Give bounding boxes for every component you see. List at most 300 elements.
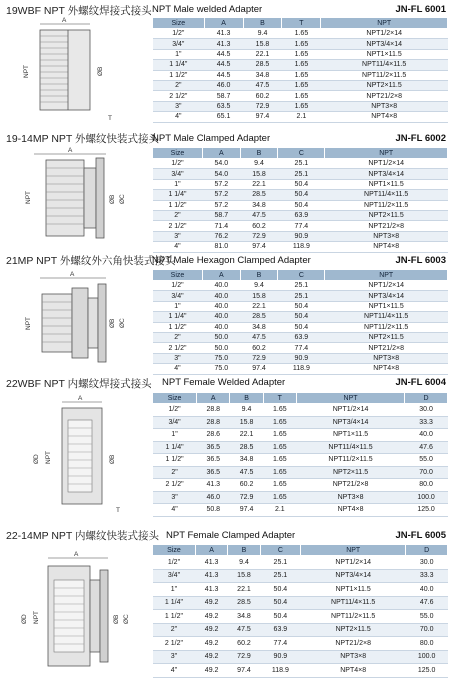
dim-label-t: T — [108, 115, 112, 122]
table-cell: 100.0 — [405, 491, 448, 504]
table-cell: 1.65 — [263, 404, 296, 417]
table-cell: NPT2×11.5 — [325, 332, 448, 342]
table-cell: 50.8 — [197, 504, 230, 517]
table-cell: 50.4 — [278, 301, 325, 311]
table-cell: NPT1×11.5 — [325, 301, 448, 311]
table-cell: 1 1/4" — [153, 190, 203, 200]
table-cell: NPT11/4×11.5 — [325, 190, 448, 200]
table-cell: 75.0 — [202, 364, 240, 374]
table-cell: 22.1 — [243, 49, 282, 59]
table-cell: NPT1/2×14 — [296, 404, 404, 417]
section-title-cn: 22WBF NPT 内螺纹焊接式接头 — [6, 378, 152, 390]
table-cell: 28.8 — [197, 416, 230, 429]
table-cell: 41.3 — [204, 29, 243, 39]
section-code: JN-FL 6001 — [395, 4, 446, 15]
column-header: C — [278, 148, 325, 159]
table-row — [153, 39, 448, 49]
dim-label-d: ØD — [33, 454, 40, 464]
table-cell: 77.4 — [260, 637, 300, 651]
table-cell: 28.5 — [240, 312, 278, 322]
table-cell: 60.2 — [228, 637, 260, 651]
table-cell: 1" — [153, 301, 203, 311]
table-cell: 60.2 — [230, 479, 263, 492]
table-row — [153, 466, 448, 479]
table-cell: 80.0 — [406, 637, 448, 651]
table-cell: 71.4 — [202, 221, 240, 231]
section-code: JN-FL 6002 — [395, 133, 446, 144]
dim-label-b: ØB — [109, 454, 116, 464]
table-cell: NPT1×11.5 — [296, 429, 404, 442]
section-code: JN-FL 6005 — [395, 530, 446, 541]
section-title-en: NPT Male Hexagon Clamped Adapter — [152, 255, 311, 266]
section-title-en: NPT Male welded Adapter — [152, 4, 263, 15]
table-cell: 65.1 — [204, 112, 243, 122]
table-cell: 57.2 — [202, 200, 240, 210]
table-cell: 15.8 — [243, 39, 282, 49]
table-cell: 3" — [153, 101, 205, 111]
table-cell: 90.9 — [278, 353, 325, 363]
table-cell: 41.3 — [195, 556, 227, 570]
table-cell: 22.1 — [230, 429, 263, 442]
table-cell: 1 1/2" — [153, 454, 197, 467]
table-cell: 1/2" — [153, 29, 205, 39]
table-cell: 50.4 — [278, 190, 325, 200]
section-male-hex-clamped — [0, 250, 456, 375]
table-cell: 72.9 — [243, 101, 282, 111]
table-cell: 1 1/4" — [153, 441, 197, 454]
table-cell: NPT3/4×14 — [301, 569, 406, 583]
dim-label-b: ØB — [109, 194, 116, 204]
table-cell: 54.0 — [202, 169, 240, 179]
table-row — [153, 70, 448, 80]
table-cell: 44.5 — [204, 49, 243, 59]
table-cell: NPT1×11.5 — [301, 583, 406, 597]
dim-label-b: ØB — [97, 66, 104, 76]
table-row — [153, 353, 448, 363]
table-cell: 28.5 — [228, 596, 260, 610]
table-row — [153, 200, 448, 210]
table-cell: 36.5 — [197, 454, 230, 467]
table-cell: 54.0 — [202, 159, 240, 169]
table-row — [153, 596, 448, 610]
table-cell: 1 1/2" — [153, 322, 203, 332]
column-header: B — [230, 393, 263, 404]
table-row — [153, 301, 448, 311]
table-cell: 15.8 — [240, 291, 278, 301]
table-cell: NPT3×8 — [321, 101, 448, 111]
table-cell: NPT1/2×14 — [325, 281, 448, 291]
spec-table-6005 — [152, 544, 448, 678]
table-cell: 97.4 — [228, 664, 260, 678]
table-cell: 50.4 — [278, 200, 325, 210]
table-cell: 34.8 — [243, 70, 282, 80]
table-cell: NPT11/4×11.5 — [301, 596, 406, 610]
section-code: JN-FL 6003 — [395, 255, 446, 266]
table-cell: 1.65 — [282, 101, 321, 111]
col-npt: NPT — [321, 18, 448, 29]
table-cell: 4" — [153, 112, 205, 122]
table-cell: 1" — [153, 429, 197, 442]
table-cell: NPT4×8 — [296, 504, 404, 517]
table-cell: 2" — [153, 623, 196, 637]
table-cell: NPT21/2×8 — [296, 479, 404, 492]
table-cell: 77.4 — [278, 343, 325, 353]
table-cell: 77.4 — [278, 221, 325, 231]
table-cell: NPT1/2×14 — [321, 29, 448, 39]
spec-table-6002 — [152, 147, 448, 253]
table-cell: 2 1/2" — [153, 637, 196, 651]
table-cell: 72.9 — [228, 650, 260, 664]
table-cell: 1/2" — [153, 556, 196, 570]
table-cell: 3" — [153, 231, 203, 241]
column-header: NPT — [325, 148, 448, 159]
drawing-female-welded — [6, 394, 146, 518]
spec-table-6001 — [152, 17, 448, 123]
column-header: Size — [153, 270, 203, 281]
table-cell: 34.8 — [230, 454, 263, 467]
table-cell: 2 1/2" — [153, 343, 203, 353]
column-header: Size — [153, 545, 196, 556]
table-cell: 55.0 — [406, 610, 448, 624]
table-cell: 9.4 — [228, 556, 260, 570]
table-cell: 72.9 — [230, 491, 263, 504]
table-cell: 25.1 — [278, 159, 325, 169]
table-cell: 57.2 — [202, 190, 240, 200]
table-cell: 63.9 — [278, 332, 325, 342]
table-row — [153, 29, 448, 39]
table-cell: NPT1×11.5 — [321, 49, 448, 59]
table-cell: NPT3×8 — [325, 231, 448, 241]
table-cell: 97.4 — [240, 242, 278, 252]
table-cell: 36.5 — [197, 441, 230, 454]
table-cell: NPT2×11.5 — [321, 80, 448, 90]
table-row — [153, 60, 448, 70]
column-header: D — [406, 545, 448, 556]
table-cell: 2 1/2" — [153, 221, 203, 231]
column-header: A — [202, 148, 240, 159]
section-title-cn: 21MP NPT 外螺纹外六角快装式接头 — [6, 255, 176, 267]
column-header: C — [260, 545, 300, 556]
table-cell: 15.8 — [228, 569, 260, 583]
dim-label-t: T — [116, 507, 120, 514]
table-cell: 72.9 — [240, 353, 278, 363]
table-cell: 90.9 — [260, 650, 300, 664]
table-row — [153, 179, 448, 189]
table-cell: 1.65 — [263, 491, 296, 504]
section-male-clamped — [0, 128, 456, 253]
table-cell: 1" — [153, 49, 205, 59]
column-header: Size — [153, 148, 203, 159]
table-row — [153, 491, 448, 504]
table-row — [153, 637, 448, 651]
table-cell: 1.65 — [263, 479, 296, 492]
table-row — [153, 504, 448, 517]
table-cell: 33.3 — [405, 416, 448, 429]
table-row — [153, 231, 448, 241]
column-header: B — [240, 270, 278, 281]
table-cell: 4" — [153, 504, 197, 517]
table-cell: 1 1/4" — [153, 60, 205, 70]
table-row — [153, 159, 448, 169]
table-cell: 25.1 — [278, 291, 325, 301]
col-a: A — [204, 18, 243, 29]
table-cell: 55.0 — [405, 454, 448, 467]
table-row — [153, 80, 448, 90]
table-cell: 1.65 — [263, 429, 296, 442]
table-cell: 70.0 — [405, 466, 448, 479]
table-cell: 2 1/2" — [153, 479, 197, 492]
table-cell: 60.2 — [240, 221, 278, 231]
table-cell: 50.4 — [278, 322, 325, 332]
table-row — [153, 664, 448, 678]
dim-label-c: ØC — [119, 318, 126, 328]
table-cell: 34.8 — [228, 610, 260, 624]
table-cell: NPT11/4×11.5 — [296, 441, 404, 454]
table-cell: 47.6 — [405, 441, 448, 454]
table-cell: 97.4 — [240, 364, 278, 374]
table-cell: 33.3 — [406, 569, 448, 583]
table-cell: 1.65 — [263, 466, 296, 479]
table-cell: 49.2 — [195, 650, 227, 664]
table-cell: 1.65 — [263, 416, 296, 429]
table-cell: NPT21/2×8 — [325, 221, 448, 231]
table-cell: 40.0 — [202, 312, 240, 322]
table-cell: 50.4 — [278, 312, 325, 322]
table-cell: 1.65 — [282, 91, 321, 101]
table-cell: 49.2 — [195, 596, 227, 610]
table-cell: 47.6 — [406, 596, 448, 610]
table-cell: 50.0 — [202, 343, 240, 353]
table-cell: 25.1 — [278, 281, 325, 291]
table-cell: 3" — [153, 650, 196, 664]
table-cell: 22.1 — [240, 301, 278, 311]
table-cell: 50.4 — [260, 583, 300, 597]
table-row — [153, 416, 448, 429]
table-cell: 41.3 — [195, 569, 227, 583]
table-cell: 34.8 — [240, 200, 278, 210]
table-cell: 44.5 — [204, 70, 243, 80]
table-cell: 9.4 — [243, 29, 282, 39]
table-cell: NPT3/4×14 — [325, 169, 448, 179]
table-row — [153, 441, 448, 454]
table-row — [153, 49, 448, 59]
table-cell: NPT3×8 — [296, 491, 404, 504]
table-cell: NPT11/2×11.5 — [301, 610, 406, 624]
table-cell: 125.0 — [405, 504, 448, 517]
table-cell: 40.0 — [405, 429, 448, 442]
table-row — [153, 112, 448, 122]
table-cell: 28.5 — [243, 60, 282, 70]
table-cell: 28.5 — [240, 190, 278, 200]
table-cell: 1/2" — [153, 404, 197, 417]
table-row — [153, 479, 448, 492]
table-cell: NPT21/2×8 — [301, 637, 406, 651]
column-header: C — [278, 270, 325, 281]
section-title-en: NPT Female Welded Adapter — [162, 377, 286, 388]
table-cell: 70.0 — [406, 623, 448, 637]
table-cell: 50.0 — [202, 332, 240, 342]
table-cell: 3/4" — [153, 39, 205, 49]
table-cell: 47.5 — [240, 332, 278, 342]
table-cell: 30.0 — [405, 404, 448, 417]
table-cell: 3" — [153, 491, 197, 504]
drawing-male-hex-clamped — [6, 270, 146, 374]
table-cell: NPT2×11.5 — [296, 466, 404, 479]
table-cell: 9.4 — [240, 159, 278, 169]
table-cell: 57.2 — [202, 179, 240, 189]
table-cell: 118.9 — [278, 364, 325, 374]
table-cell: 40.0 — [202, 291, 240, 301]
table-cell: NPT4×8 — [301, 664, 406, 678]
table-cell: 1/2" — [153, 281, 203, 291]
table-cell: 40.0 — [406, 583, 448, 597]
dim-label-b: ØB — [109, 318, 116, 328]
table-cell: 44.5 — [204, 60, 243, 70]
dim-label-npt: NPT — [23, 65, 30, 78]
table-cell: 3/4" — [153, 569, 196, 583]
table-cell: NPT1/2×14 — [325, 159, 448, 169]
table-cell: 2" — [153, 332, 203, 342]
table-cell: 63.9 — [278, 210, 325, 220]
table-cell: NPT4×8 — [325, 364, 448, 374]
section-title-cn: 19-14MP NPT 外螺纹快装式接头 — [6, 133, 160, 145]
table-cell: 2.1 — [282, 112, 321, 122]
table-cell: 4" — [153, 664, 196, 678]
table-cell: 28.6 — [197, 429, 230, 442]
table-row — [153, 322, 448, 332]
table-cell: 3/4" — [153, 291, 203, 301]
dim-label-b: ØB — [113, 614, 120, 624]
table-row — [153, 650, 448, 664]
table-cell: 118.9 — [278, 242, 325, 252]
table-cell: 60.2 — [240, 343, 278, 353]
table-cell: 28.5 — [230, 441, 263, 454]
dim-label-a: A — [78, 395, 83, 402]
table-row — [153, 404, 448, 417]
table-cell: 25.1 — [260, 569, 300, 583]
table-cell: 97.4 — [230, 504, 263, 517]
table-cell: 47.5 — [230, 466, 263, 479]
table-cell: 1.65 — [282, 60, 321, 70]
table-cell: 63.5 — [204, 101, 243, 111]
table-cell: NPT2×11.5 — [325, 210, 448, 220]
table-cell: NPT11/2×11.5 — [296, 454, 404, 467]
table-cell: 58.7 — [202, 210, 240, 220]
table-cell: 50.4 — [260, 596, 300, 610]
table-cell: NPT21/2×8 — [325, 343, 448, 353]
table-row — [153, 569, 448, 583]
section-title-cn: 19WBF NPT 外螺纹焊接式接头 — [6, 5, 152, 17]
dim-label-c: ØC — [119, 194, 126, 204]
table-cell: NPT11/2×11.5 — [325, 200, 448, 210]
column-header: A — [202, 270, 240, 281]
table-cell: 97.4 — [243, 112, 282, 122]
table-cell: 60.2 — [243, 91, 282, 101]
table-cell: 22.1 — [240, 179, 278, 189]
table-cell: 40.0 — [202, 281, 240, 291]
table-row — [153, 312, 448, 322]
table-row — [153, 556, 448, 570]
table-cell: 3/4" — [153, 416, 197, 429]
table-row — [153, 343, 448, 353]
table-cell: 34.8 — [240, 322, 278, 332]
table-cell: 76.2 — [202, 231, 240, 241]
table-cell: 49.2 — [195, 610, 227, 624]
table-cell: 50.4 — [278, 179, 325, 189]
table-row — [153, 454, 448, 467]
table-cell: 1 1/4" — [153, 312, 203, 322]
table-cell: 22.1 — [228, 583, 260, 597]
table-cell: 4" — [153, 242, 203, 252]
dim-label-c: ØC — [123, 614, 130, 624]
table-row — [153, 221, 448, 231]
drawing-male-clamped — [6, 146, 146, 250]
table-cell: 2.1 — [263, 504, 296, 517]
section-title-cn: 22-14MP NPT 内螺纹快装式接头 — [6, 530, 160, 542]
table-cell: 63.9 — [260, 623, 300, 637]
column-header: NPT — [296, 393, 404, 404]
table-cell: 47.5 — [228, 623, 260, 637]
table-cell: 36.5 — [197, 466, 230, 479]
table-cell: 41.3 — [204, 39, 243, 49]
table-cell: 1 1/2" — [153, 200, 203, 210]
table-cell: 46.0 — [204, 80, 243, 90]
column-header: Size — [153, 393, 197, 404]
table-cell: 40.0 — [202, 301, 240, 311]
table-row — [153, 169, 448, 179]
section-male-welded — [0, 0, 456, 135]
table-row — [153, 190, 448, 200]
table-cell: 30.0 — [406, 556, 448, 570]
dim-label-a: A — [62, 17, 67, 24]
table-row — [153, 281, 448, 291]
section-code: JN-FL 6004 — [395, 377, 446, 388]
table-cell: 2" — [153, 80, 205, 90]
table-cell: 75.0 — [202, 353, 240, 363]
table-cell: 1 1/4" — [153, 596, 196, 610]
section-female-welded — [0, 372, 456, 522]
table-cell: 47.5 — [243, 80, 282, 90]
dim-label-a: A — [70, 271, 75, 278]
table-cell: 1 1/2" — [153, 70, 205, 80]
dim-label-npt: NPT — [25, 191, 32, 204]
table-row — [153, 332, 448, 342]
table-cell: 1" — [153, 179, 203, 189]
table-cell: NPT4×8 — [325, 242, 448, 252]
col-t: T — [282, 18, 321, 29]
table-cell: 15.8 — [230, 416, 263, 429]
section-title-en: NPT Female Clamped Adapter — [166, 530, 296, 541]
table-cell: NPT3/4×14 — [325, 291, 448, 301]
table-cell: NPT11/2×11.5 — [325, 322, 448, 332]
table-cell: NPT1×11.5 — [325, 179, 448, 189]
table-cell: 46.0 — [197, 491, 230, 504]
table-cell: 40.0 — [202, 322, 240, 332]
table-cell: 1.65 — [282, 29, 321, 39]
drawing-male-welded — [6, 14, 146, 130]
table-cell: 1.65 — [282, 39, 321, 49]
table-cell: 1 1/2" — [153, 610, 196, 624]
section-female-clamped — [0, 522, 456, 685]
spec-table-6004 — [152, 392, 448, 517]
table-cell: NPT3×8 — [301, 650, 406, 664]
table-cell: 49.2 — [195, 664, 227, 678]
drawing-female-clamped — [6, 550, 146, 680]
table-cell: 1.65 — [282, 80, 321, 90]
dim-label-npt: NPT — [45, 451, 52, 464]
table-cell: 47.5 — [240, 210, 278, 220]
table-cell: 1.65 — [263, 454, 296, 467]
